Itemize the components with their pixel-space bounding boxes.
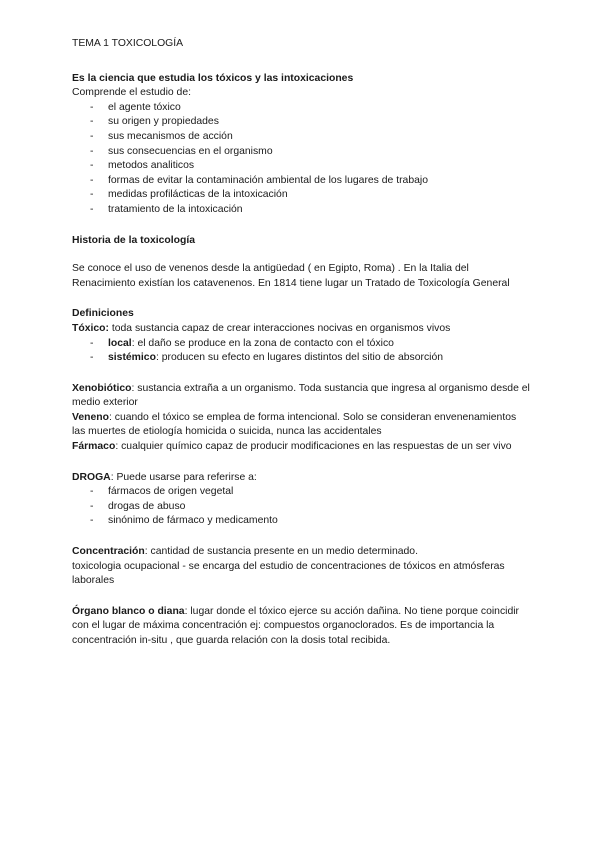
terminos-section bbox=[72, 382, 532, 455]
list-item: - sus consecuencias en el organismo bbox=[72, 145, 532, 160]
sistemico-term: sistémico bbox=[108, 352, 156, 364]
concentracion-section bbox=[72, 545, 532, 589]
definiciones-heading: Definiciones bbox=[72, 308, 134, 320]
droga-definition: DROGA: Puede usarse para referirse a: bbox=[72, 471, 257, 483]
list-item: - metodos analiticos bbox=[72, 159, 532, 174]
definiciones-section bbox=[72, 307, 532, 365]
concentracion-definition: Concentración: cantidad de sustancia presente en un medio determinado. bbox=[72, 546, 418, 558]
list-item: - fármacos de origen vegetal bbox=[72, 485, 532, 500]
list-item: - sus mecanismos de acción bbox=[72, 130, 532, 145]
farmaco-term: Fármaco bbox=[72, 441, 116, 453]
xenobiotico-term: Xenobiótico bbox=[72, 382, 132, 394]
concentracion-term: Concentración bbox=[72, 546, 145, 558]
list-item: - sistémico: producen su efecto en lugares distintos del sitio de absorción bbox=[72, 351, 532, 366]
veneno-definition: Veneno: cuando el tóxico se emplea de forma intencional. Solo se consideran envenenamientos las muertes de etiología homicida o suicida, nunca las accidentales bbox=[72, 411, 517, 438]
document-body bbox=[72, 37, 532, 665]
intro-list bbox=[72, 101, 532, 218]
toxico-term: Tóxico: bbox=[72, 322, 109, 334]
list-item: - formas de evitar la contaminación ambiental de los lugares de trabajo bbox=[72, 174, 532, 189]
list-item: - su origen y propiedades bbox=[72, 115, 532, 130]
list-item: - medidas profilácticas de la intoxicación bbox=[72, 188, 532, 203]
list-item: - el agente tóxico bbox=[72, 101, 532, 116]
toxico-list bbox=[72, 337, 532, 366]
list-item: - tratamiento de la intoxicación bbox=[72, 203, 532, 218]
farmaco-definition: Fármaco: cualquier químico capaz de producir modificaciones en las respuestas de un ser vivo bbox=[72, 441, 512, 453]
intro-lead: Comprende el estudio de: bbox=[72, 87, 191, 99]
list-item: - local: el daño se produce en la zona de contacto con el tóxico bbox=[72, 337, 532, 352]
toxico-text: toda sustancia capaz de crear interacciones nocivas en organismos vivos bbox=[108, 322, 451, 334]
toxico-definition bbox=[72, 322, 532, 337]
historia-text: Se conoce el uso de venenos desde la antigüedad ( en Egipto, Roma) . En la Italia del Renacimiento existían los catavenenos. En 1814 tiene lugar un Tratado de Toxicología General bbox=[72, 263, 510, 289]
droga-list bbox=[72, 485, 532, 529]
droga-term: DROGA bbox=[72, 471, 111, 483]
intro-section bbox=[72, 72, 532, 218]
toxicologia-ocupacional-text: toxicologia ocupacional - se encarga del estudio de concentraciones de tóxicos en atmósferas laborales bbox=[72, 560, 505, 587]
xenobiotico-definition: Xenobiótico: sustancia extraña a un organismo. Toda sustancia que ingresa al organismo desde el medio exterior bbox=[72, 382, 530, 409]
droga-section bbox=[72, 471, 532, 529]
document-title: TEMA 1 TOXICOLOGÍA bbox=[72, 38, 184, 49]
organo-section bbox=[72, 605, 532, 649]
historia-heading: Historia de la toxicología bbox=[72, 234, 195, 246]
historia-section bbox=[72, 234, 532, 292]
list-item: - drogas de abuso bbox=[72, 500, 532, 515]
organo-definition: Órgano blanco o diana: lugar donde el tóxico ejerce su acción dañina. No tiene porque coincidir con el lugar de máxima concentración ej: compuestos organoclorados. Es de importancia la concentración in-situ , que guarda relación con la dosis total recibida. bbox=[72, 605, 520, 646]
veneno-term: Veneno bbox=[72, 411, 109, 423]
list-item: - sinónimo de fármaco y medicamento bbox=[72, 514, 532, 529]
local-term: local bbox=[108, 337, 132, 349]
organo-term: Órgano blanco o diana bbox=[72, 605, 185, 617]
intro-heading: Es la ciencia que estudia los tóxicos y las intoxicaciones bbox=[72, 72, 354, 84]
